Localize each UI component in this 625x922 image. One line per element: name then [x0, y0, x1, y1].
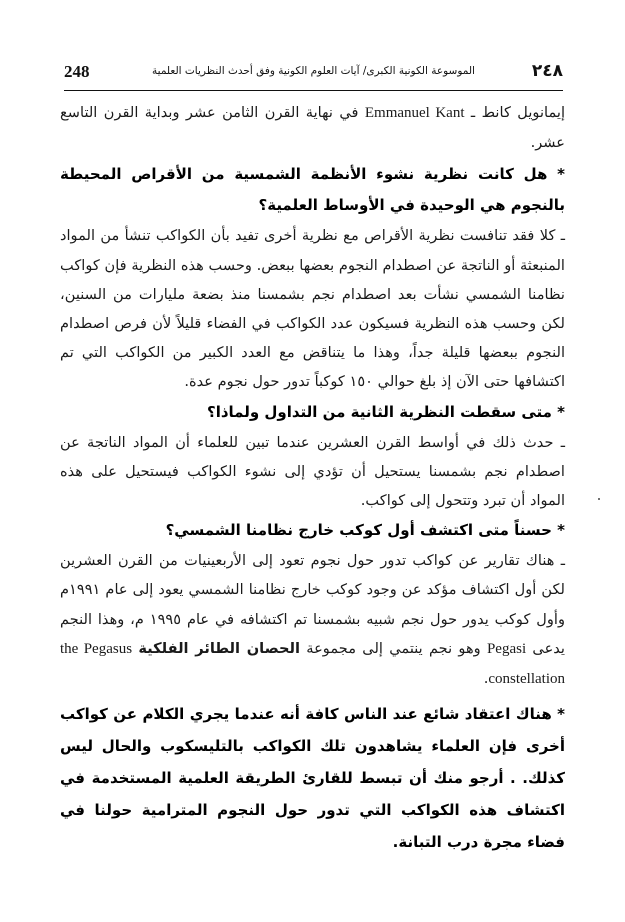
question-1: * هل كانت نظرية نشوء الأنظمة الشمسية من الأقراص المحيطة بالنجوم هي الوحيدة في الأوساط العلمية؟	[60, 165, 565, 215]
intro-text-before: إيمانويل كانط ـ	[464, 104, 566, 121]
question-4: * هناك اعتقاد شائع عند الناس كافة أنه عندما يجري الكلام عن كواكب أخرى فإن العلماء يشاهدون تلك الكواكب بالتليسكوب والحال ليس كذلك. . أرجو منك أن تبسط للقارئ الطريقة العلمية المستخدمة في اكتشاف هذه الكواكب التي تدور حول النجوم المترامية حولنا في فضاء مجرة درب التبانة.	[60, 705, 565, 852]
page-header	[64, 60, 563, 91]
pegasus-constellation-latin: the Pegasus constellation	[60, 640, 565, 688]
answer-3-text-before: ـ هناك تقارير عن كواكب تدور حول نجوم تعود إلى الأربعينيات من القرن العشرين لكن أول اكتشاف مؤكد عن وجود كوكب خارج نظامنا الشمسي يعود إلى عام ١٩٩١م وأول كوكب يدور حول نجم شبيه بشمسنا تم اكتشافه في عام ١٩٩٥ م، وهذا النجم يدعى	[60, 552, 565, 657]
answer-3-end: .	[483, 670, 489, 688]
answer-1: ـ كلا فقد تنافست نظرية الأقراص مع نظرية أخرى تفيد بأن الكواكب تنشأ من المواد المنبعثة أو الناتجة عن اصطدام النجوم بعضها ببعض. وحسب هذه النظرية فإن كواكب نظامنا الشمسي نشأت بعد اصطدام نجم بشمسنا منذ بضعة مليارات من السنين، لكن وحسب هذه النظرية فسيكون عدد الكواكب في الفضاء قليلاً لأن فرص اصطدام النجوم ببعضها قليلة جداً، وهذا ما يتناقض مع العدد الكبير من الكواكب التي تم اكتشافها حتى الآن إذ بلغ حوالي ١٥٠ كوكباً تدور حول نجوم عدة.	[60, 227, 565, 391]
pegasus-constellation-arabic: الحصان الطائر الفلكية	[138, 639, 301, 657]
page-body	[60, 98, 565, 858]
answer-3	[60, 546, 565, 694]
intro-text-after: في نهاية القرن الثامن عشر وبداية القرن التاسع عشر.	[60, 104, 565, 152]
page-number-arabic: ٢٤٨	[531, 61, 563, 81]
answer-2: ـ حدث ذلك في أواسط القرن العشرين عندما تبين للعلماء أن المواد الناتجة عن اصطدام نجم بشمسنا يستحيل أن تؤدي إلى نشوء الكواكب فيستحيل على هذه المواد أن تبرد وتتحول إلى كواكب.	[60, 433, 565, 510]
question-3: * حسناً متى اكتشف أول كوكب خارج نظامنا الشمسي؟	[165, 521, 565, 540]
answer-3-text-middle: وهو نجم ينتمي إلى مجموعة	[300, 639, 487, 657]
intro-paragraph	[60, 98, 565, 157]
scan-speck	[598, 498, 600, 500]
emmanuel-kant-name: Emmanuel Kant	[364, 105, 465, 121]
page-number-latin: 248	[64, 62, 90, 81]
running-title: الموسوعة الكونية الكبرى/ آيات العلوم الكونية وفق أحدث النظريات العلمية	[152, 65, 475, 77]
pegasi-star-name: Pegasi	[486, 640, 527, 657]
question-2: * متى سقطت النظرية الثانية من التداول ولماذا؟	[207, 402, 565, 421]
